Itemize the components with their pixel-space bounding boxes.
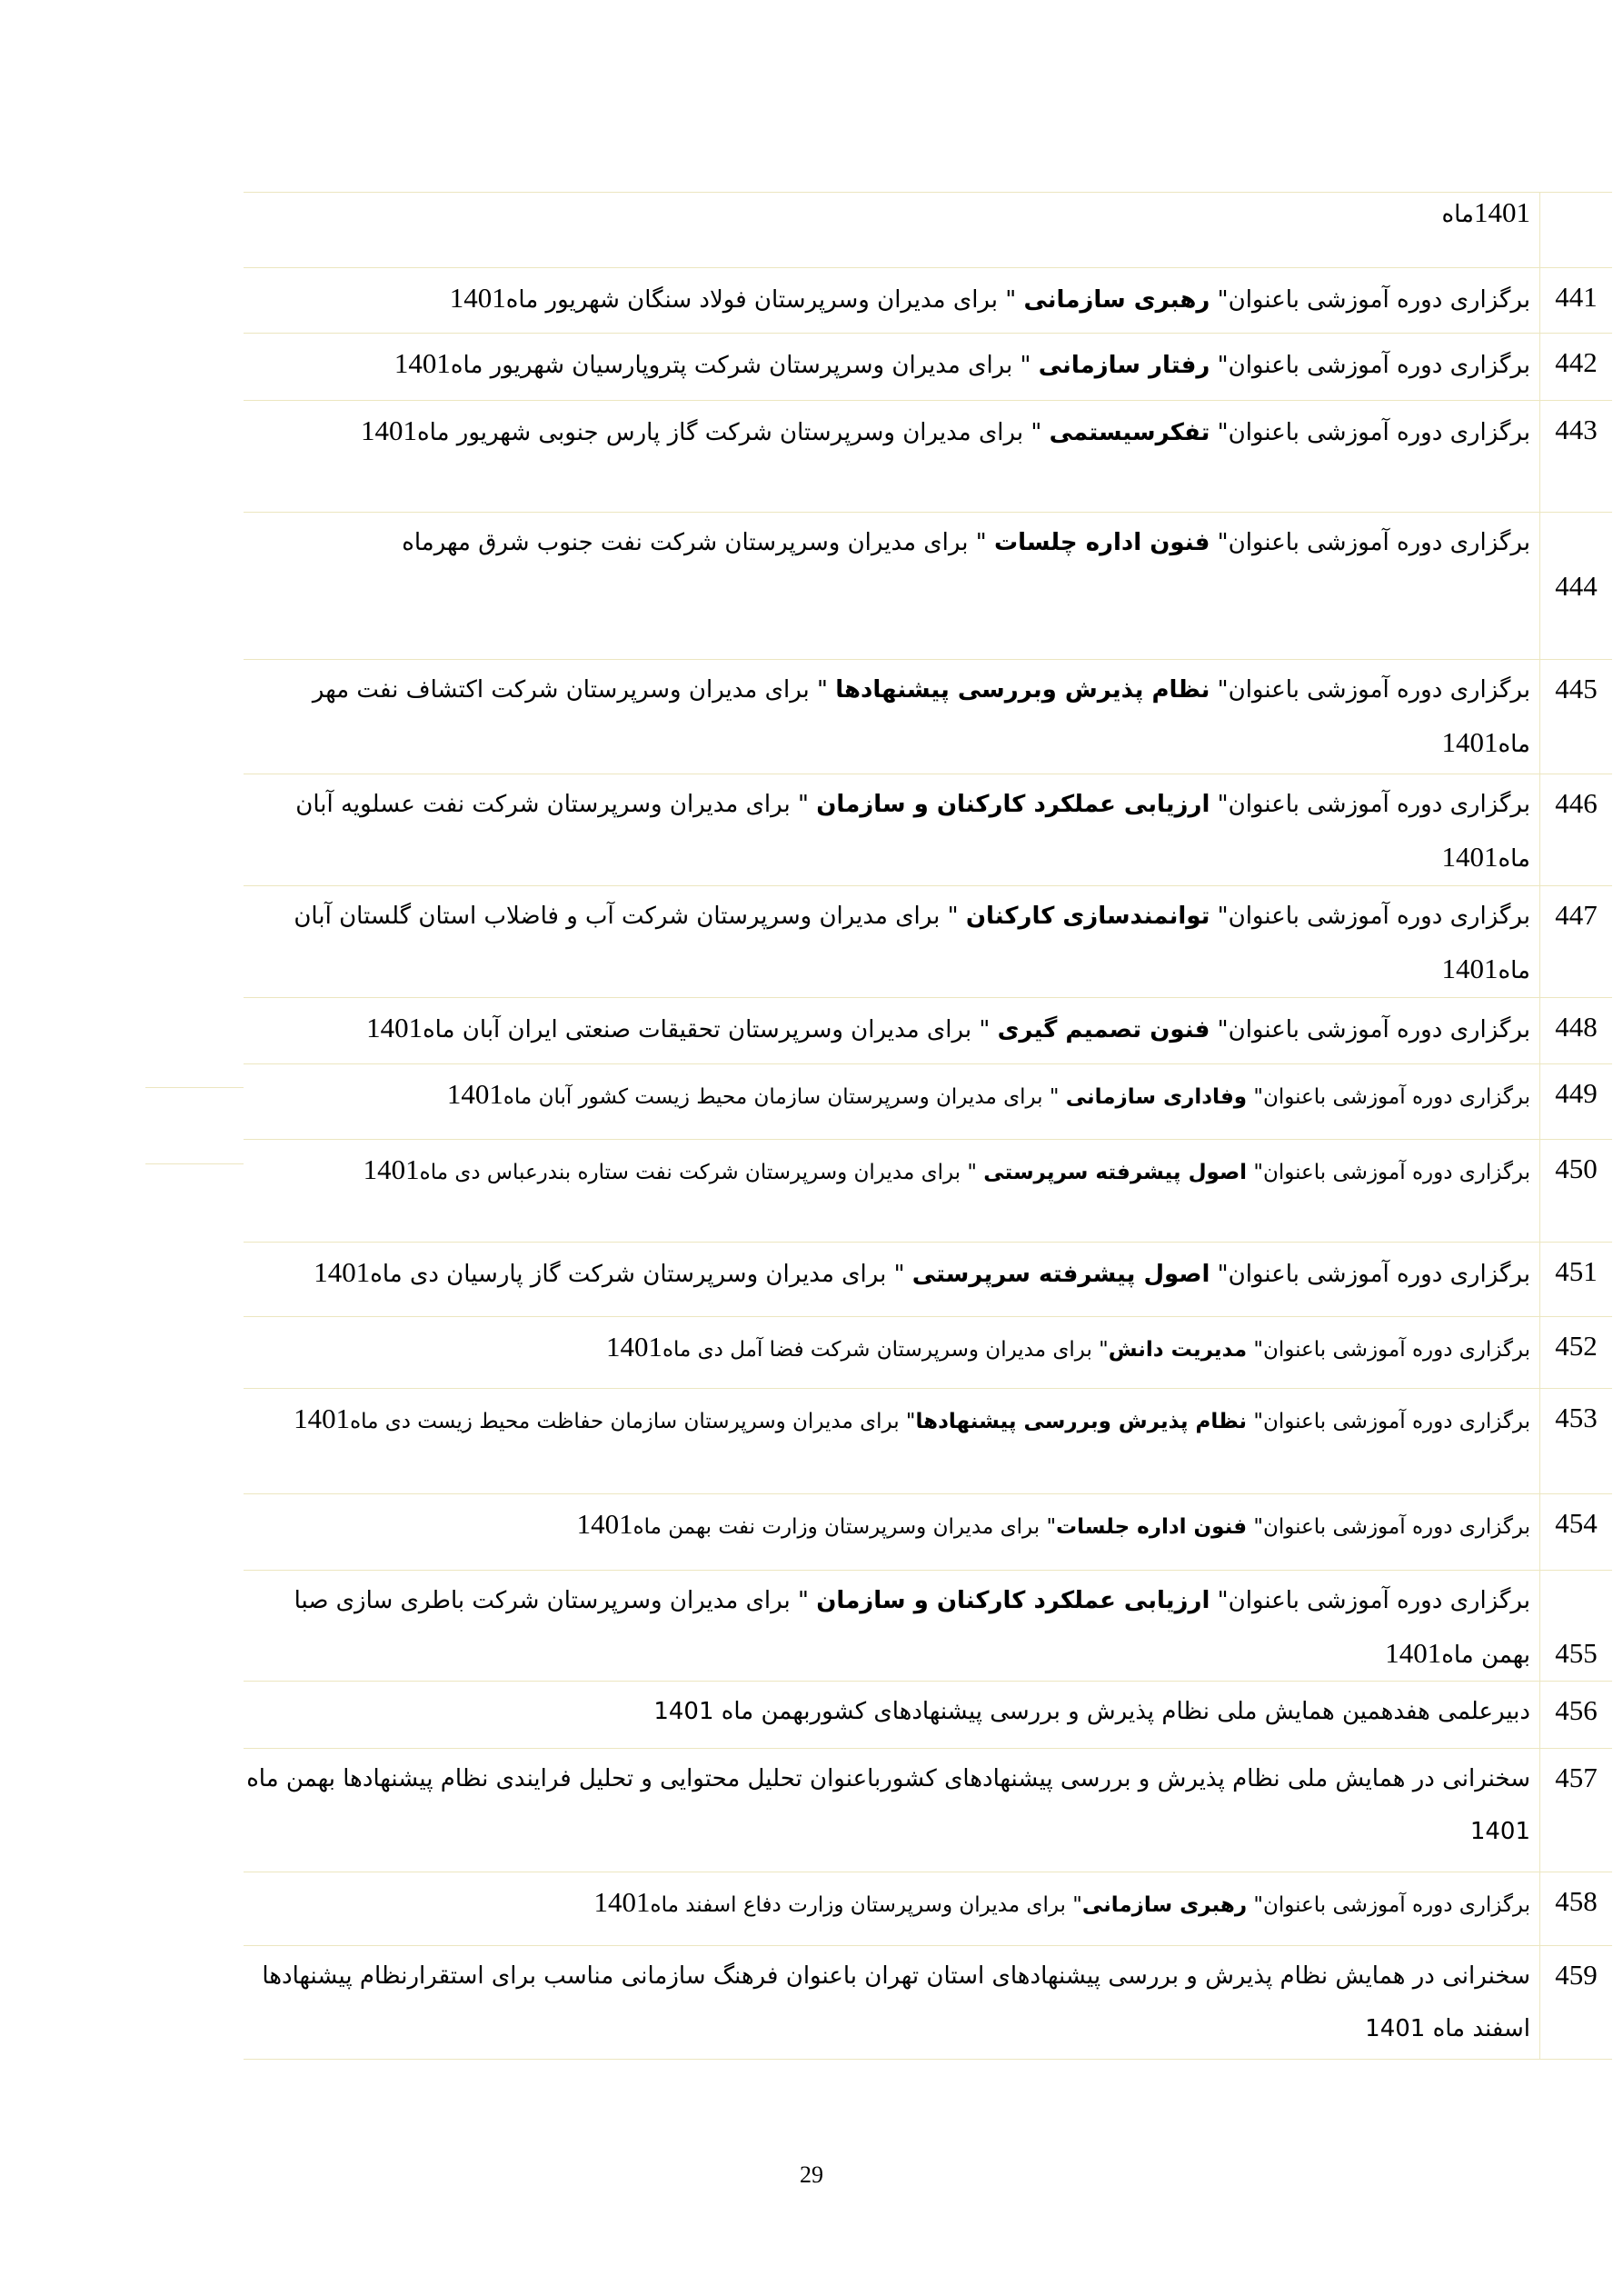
row-text: برگزاری دوره آموزشی باعنوان" فنون اداره چلسات " برای مدیران وسرپرستان شرکت نفت جنوب شرق مهرماه: [402, 529, 1530, 556]
table-row: [244, 997, 1612, 1064]
row-text: برگزاری دوره آموزشی باعنوان" نظام پذیرش وبررسی پیشنهادها" برای مدیران وسرپرستان سازمان حفاظت محیط زیست دی ماه1401: [294, 1403, 1530, 1434]
table-row: [244, 1681, 1612, 1749]
row-number: 445: [1539, 660, 1612, 774]
table-row: [244, 512, 1612, 660]
row-text: برگزاری دوره آموزشی باعنوان" فنون اداره جلسات" برای مدیران وسرپرستان وزارت نفت بهمن ماه1401: [576, 1508, 1530, 1540]
row-number: 456: [1539, 1682, 1612, 1748]
table-row: [244, 659, 1612, 774]
row-number: 441: [1539, 268, 1612, 333]
row-text: دبیرعلمی هفدهمین همایش ملی نظام پذیرش و بررسی پیشنهادهای کشوربهمن ماه 1401: [653, 1698, 1530, 1725]
divider: [145, 1087, 244, 1088]
row-number: 453: [1539, 1389, 1612, 1493]
row-number: 449: [1539, 1064, 1612, 1139]
table-row: [244, 1872, 1612, 1946]
row-number: 446: [1539, 774, 1612, 885]
table-row: [244, 1748, 1612, 1872]
row-text: برگزاری دوره آموزشی باعنوان" مدیریت دانش" برای مدیران وسرپرستان شرکت فضا آمل دی ماه1401: [605, 1331, 1530, 1363]
table-row: [244, 1388, 1612, 1494]
row-number: 448: [1539, 998, 1612, 1063]
row-number: 455: [1539, 1571, 1612, 1681]
row-number: 454: [1539, 1494, 1612, 1570]
row-text: سخنرانی در همایش ملی نظام پذیرش و بررسی پیشنهادهای کشورباعنوان تحلیل محتوایی و تحلیل فرایندی نظام پیشنهادها بهمن ماه 1401: [246, 1765, 1530, 1845]
row-text: برگزاری دوره آموزشی باعنوان" اصول پیشرفته سرپرستی " برای مدیران وسرپرستان شرکت گاز پارسیان دی ماه1401: [314, 1256, 1530, 1288]
table-row: [244, 1063, 1612, 1140]
row-number: 443: [1539, 401, 1612, 512]
table-row: [244, 1242, 1612, 1317]
table-row: [244, 400, 1612, 513]
table-row: [244, 774, 1612, 886]
table-row: [244, 267, 1612, 334]
table-row: [244, 192, 1612, 268]
divider: [145, 1163, 244, 1164]
table-row: [244, 1316, 1612, 1389]
row-text: برگزاری دوره آموزشی باعنوان" توانمندسازی کارکنان " برای مدیران وسرپرستان شرکت آب و فاضلاب استان گلستان آبان ماه1401: [294, 903, 1530, 984]
row-text: 1401ماه: [1441, 196, 1530, 228]
table-row: [244, 333, 1612, 401]
table-row: [244, 1139, 1612, 1243]
row-number: 452: [1539, 1317, 1612, 1388]
table-row: [244, 1945, 1612, 2060]
row-text: برگزاری دوره آموزشی باعنوان" رهبری سازمانی " برای مدیران وسرپرستان فولاد سنگان شهریور ماه1401: [449, 282, 1530, 314]
records-table: [244, 193, 1612, 2060]
table-row: [244, 885, 1612, 998]
row-number: [1539, 193, 1612, 267]
row-text: برگزاری دوره آموزشی باعنوان" تفکرسیستمی " برای مدیران وسرپرستان شرکت گاز پارس جنوبی شهریور ماه1401: [361, 414, 1530, 446]
row-text: برگزاری دوره آموزشی باعنوان" وفاداری سازمانی " برای مدیران وسرپرستان سازمان محیط زیست کشور آبان ماه1401: [446, 1078, 1530, 1110]
row-number: 450: [1539, 1140, 1612, 1242]
row-text: سخنرانی در همایش نظام پذیرش و بررسی پیشنهادهای استان تهران باعنوان فرهنگ سازمانی مناسب برای استقرارنظام پیشنهادها اسفند ماه 1401: [262, 1962, 1530, 2042]
row-number: 451: [1539, 1243, 1612, 1316]
row-number: 447: [1539, 886, 1612, 997]
row-number: 458: [1539, 1872, 1612, 1945]
row-number: 442: [1539, 334, 1612, 400]
row-text: برگزاری دوره آموزشی باعنوان" رهبری سازمانی" برای مدیران وسرپرستان وزارت دفاع اسفند ماه1401: [593, 1886, 1530, 1918]
table-row: [244, 1493, 1612, 1571]
row-number: 457: [1539, 1749, 1612, 1872]
page-number: 29: [800, 2161, 823, 2188]
row-text: برگزاری دوره آموزشی باعنوان" ارزیابی عملکرد کارکنان و سازمان " برای مدیران وسرپرستان شرکت باطری سازی صبا بهمن ماه1401: [294, 1587, 1530, 1669]
row-number: 459: [1539, 1946, 1612, 2059]
row-number: 444: [1539, 513, 1612, 659]
row-text: برگزاری دوره آموزشی باعنوان" ارزیابی عملکرد کارکنان و سازمان " برای مدیران وسرپرستان شرکت نفت عسلویه آبان ماه1401: [295, 791, 1530, 873]
row-text: برگزاری دوره آموزشی باعنوان" فنون تصمیم گیری " برای مدیران وسرپرستان تحقیقات صنعتی ایران آبان ماه1401: [366, 1012, 1530, 1043]
table-row: [244, 1570, 1612, 1682]
row-text: برگزاری دوره آموزشی باعنوان" رفتار سازمانی " برای مدیران وسرپرستان شرکت پتروپارسیان شهریور ماه1401: [393, 347, 1530, 379]
row-text: برگزاری دوره آموزشی باعنوان" نظام پذیرش وبررسی پیشنهادها " برای مدیران وسرپرستان شرکت اکتشاف نفت مهر ماه1401: [312, 676, 1530, 758]
row-text: برگزاری دوره آموزشی باعنوان" اصول پیشرفته سرپرستی " برای مدیران وسرپرستان شرکت نفت ستاره بندرعباس دی ماه1401: [363, 1153, 1530, 1185]
